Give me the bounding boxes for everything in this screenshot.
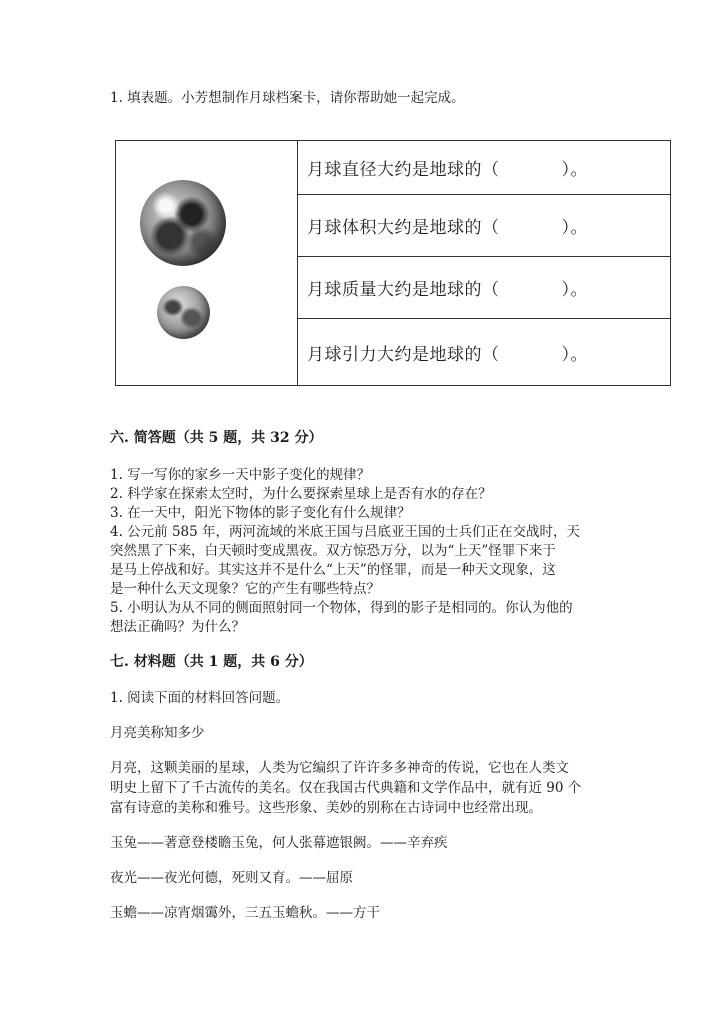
material-para-line3: 富有诗意的美称和雅号。这些形象、美妙的别称在古诗词中也经常出现。 [110,800,542,816]
poem-yuchan: 玉蟾——凉宵烟霭外，三五玉蟾秋。——方干 [110,905,380,921]
row-text: 月球质量大约是地球的（ [307,280,500,300]
row-text: 月球直径大约是地球的（ [307,160,500,180]
question-fill-table: 1. 填表题。小芳想制作月球档案卡，请你帮助她一起完成。 [110,90,465,106]
material-para-line2: 明史上留下了千古流传的美名。仅在我国古代典籍和文学作品中，就有近 90 个 [110,780,582,796]
earth-image [140,180,226,266]
s6-question-1: 1. 写一写你的家乡一天中影子变化的规律？ [110,467,371,483]
poem-yeguang: 夜光——夜光何德，死则又育。——屈原 [110,870,353,886]
s6-question-5-line2: 想法正确吗？为什么？ [110,619,245,635]
table-row-diameter [297,141,670,195]
s6-question-2: 2. 科学家在探索太空时，为什么要探索星球上是否有水的存在？ [110,486,492,502]
table-row-volume [297,195,670,257]
material-title: 月亮美称知多少 [110,725,205,741]
table-row-gravity [297,319,670,385]
row-text: 月球引力大约是地球的（ [307,344,500,365]
s6-question-4-line2: 突然黑了下来，白天顿时变成黑夜。双方惊恐万分，以为“上天”怪罪下来于 [110,543,556,559]
table-row-mass [297,257,670,319]
section7-heading: 七. 材料题（共 1 题，共 6 分） [110,654,313,670]
poem-yutu: 玉兔——著意登楼瞻玉兔，何人张幕遮银阙。——辛弃疾 [110,835,448,851]
row-close: ）。 [561,280,588,300]
moon-image [157,286,210,339]
s6-question-5-line1: 5. 小明认为从不同的侧面照射同一个物体，得到的影子是相同的。你认为他的 [110,600,573,616]
s6-question-4-line3: 是马上停战和好。其实这并不是什么“上天”的怪罪，而是一种天文现象，这 [110,562,556,578]
row-close: ）。 [561,344,588,365]
row-close: ）。 [561,218,588,238]
section6-heading: 六. 简答题（共 5 题，共 32 分） [110,430,323,446]
s6-question-4-line1: 4. 公元前 585 年，两河流域的米底王国与吕底亚王国的士兵们正在交战时，天 [110,524,581,540]
s6-question-3: 3. 在一天中，阳光下物体的影子变化有什么规律？ [110,505,411,521]
moon-archive-table [115,140,671,386]
s6-question-4-line4: 是一种什么天文现象？它的产生有哪些特点？ [110,581,380,597]
s7-question-1: 1. 阅读下面的材料回答问题。 [110,690,290,706]
row-close: ）。 [561,160,588,180]
material-para-line1: 月亮，这颗美丽的星球，人类为它编织了许许多多神奇的传说，它也在人类文 [110,760,569,776]
planet-image-cell [116,141,298,385]
row-text: 月球体积大约是地球的（ [307,218,500,238]
